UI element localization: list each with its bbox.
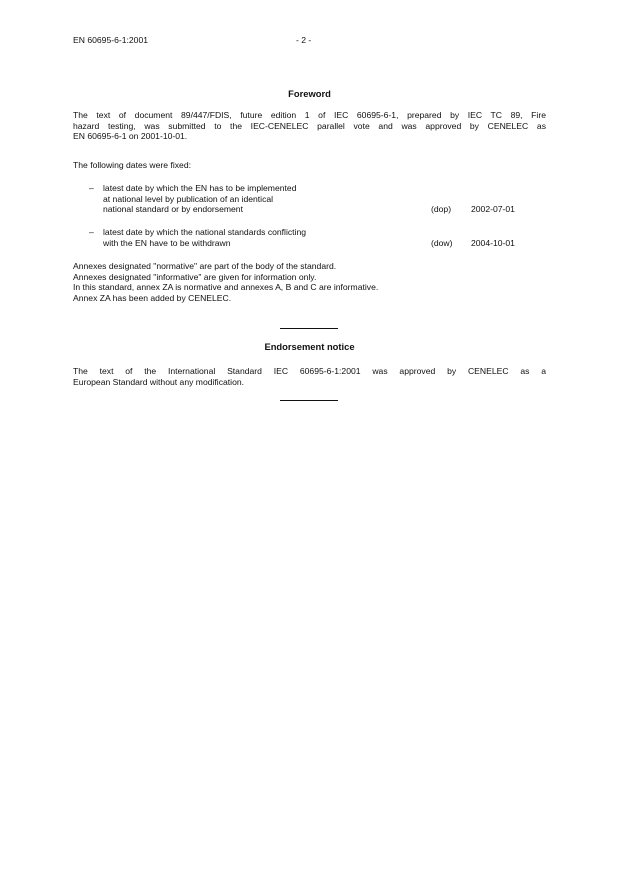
date-item-text: at national level by publication of an identical (103, 193, 274, 204)
date-item-text: national standard or by endorsement (103, 204, 243, 214)
document-id: EN 60695-6-1:2001 (73, 35, 149, 45)
date-value: 2002-07-01 (471, 204, 515, 214)
foreword-line: hazard testing, was submitted to the IEC-CENELEC parallel vote and was approved by CENELEC as (73, 120, 546, 131)
date-item-text: with the EN have to be withdrawn (103, 237, 231, 248)
section-divider (280, 328, 338, 329)
date-item-text: latest date by which the national standards conflicting (103, 227, 307, 237)
foreword-line: The text of document 89/447/FDIS, future edition 1 of IEC 60695-6-1, prepared by IEC TC 89, Fire (73, 110, 546, 120)
endorsement-line: The text of the International Standard IEC 60695-6-1:2001 was approved by CENELEC as a (73, 366, 546, 376)
date-value: 2004-10-01 (471, 237, 515, 248)
date-item-text: latest date by which the EN has to be implemented (103, 183, 297, 193)
foreword-title: Foreword (288, 88, 331, 99)
endorsement-line: European Standard without any modification. (73, 376, 245, 387)
date-code: (dow) (431, 237, 453, 248)
annex-line: In this standard, annex ZA is normative and annexes A, B and C are informative. (73, 282, 379, 292)
annex-line: Annex ZA has been added by CENELEC. (73, 292, 232, 303)
foreword-line: EN 60695-6-1 on 2001-10-01. (73, 131, 188, 141)
section-divider (280, 400, 338, 401)
date-code: (dop) (431, 204, 452, 214)
endorsement-title: Endorsement notice (264, 341, 355, 352)
page-number: - 2 - (296, 35, 312, 45)
dates-intro: The following dates were fixed: (73, 160, 191, 170)
bullet-dash: – (89, 227, 94, 237)
annex-line: Annexes designated "informative" are given for information only. (73, 271, 317, 282)
bullet-dash: – (89, 183, 94, 193)
annex-line: Annexes designated "normative" are part of the body of the standard. (73, 261, 337, 271)
